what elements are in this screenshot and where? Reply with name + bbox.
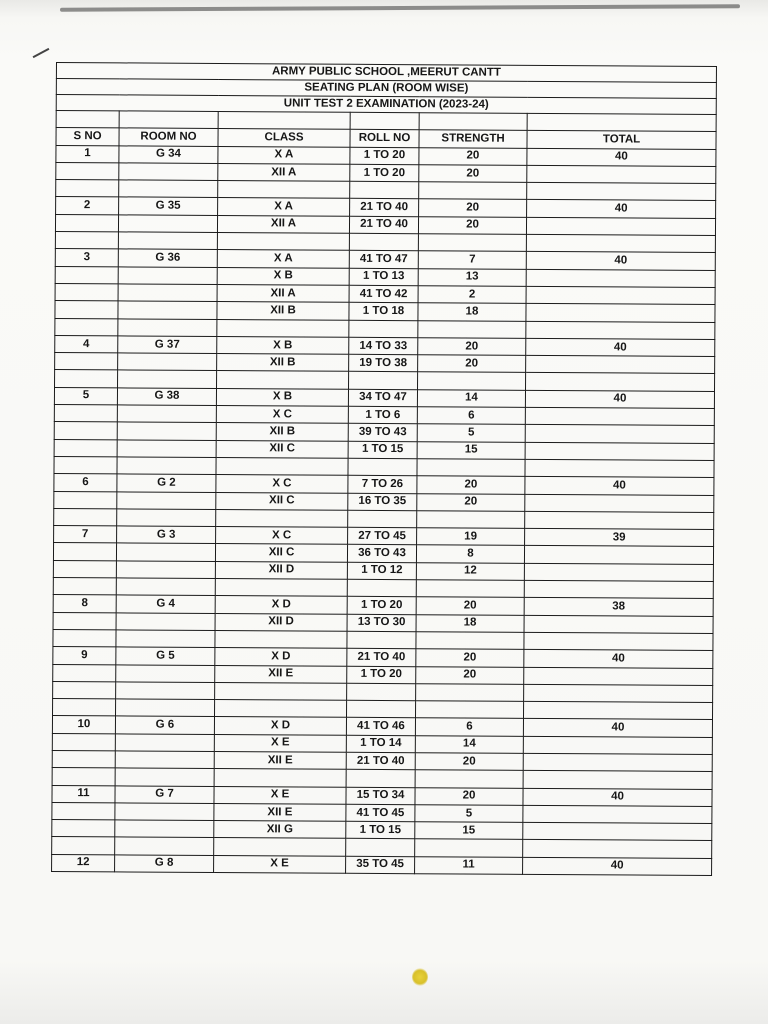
cell-total: 39	[525, 528, 714, 546]
cell-strength: 11	[415, 856, 523, 874]
cell-total: 40	[527, 148, 716, 166]
cell-roll: 21 TO 40	[347, 648, 416, 666]
cell-roll: 14 TO 33	[349, 337, 418, 355]
cell-empty	[416, 632, 524, 650]
cell-class: XII B	[217, 354, 349, 372]
cell-class: XII E	[214, 751, 346, 769]
cell-empty	[56, 180, 119, 198]
cell-total: 40	[523, 857, 712, 875]
cell-strength: 20	[418, 338, 526, 356]
cell-empty	[55, 232, 118, 250]
cell-roll: 19 TO 38	[349, 354, 418, 372]
cell-empty	[350, 181, 419, 199]
cell-empty	[118, 232, 217, 250]
cell-strength: 15	[415, 822, 523, 840]
cell-strength: 20	[416, 597, 524, 615]
cell-strength: 20	[418, 355, 526, 373]
cell-room: G 7	[115, 785, 214, 803]
cell-empty	[525, 442, 714, 460]
cell-empty	[54, 422, 117, 440]
cell-class: X D	[214, 717, 346, 735]
cell-empty	[115, 803, 214, 821]
cell-empty	[214, 838, 346, 856]
cell-empty	[348, 458, 417, 476]
cell-class: X D	[215, 648, 347, 666]
cell-roll: 35 TO 45	[346, 856, 415, 874]
cell-empty	[524, 580, 713, 598]
cell-empty	[524, 546, 713, 564]
cell-room: G 36	[118, 249, 217, 267]
cell-total: 40	[524, 650, 713, 668]
cell-empty	[526, 286, 715, 304]
header-roll: ROLL NO	[350, 130, 419, 148]
cell-sno: 11	[52, 785, 115, 803]
cell-strength: 8	[416, 545, 524, 563]
cell-empty	[527, 183, 716, 201]
cell-empty	[115, 820, 214, 838]
cell-roll: 41 TO 42	[349, 285, 418, 303]
cell-empty	[347, 631, 416, 649]
cell-empty	[347, 579, 416, 597]
header-strength: STRENGTH	[419, 130, 527, 148]
cell-empty	[55, 353, 118, 371]
cell-empty	[218, 181, 350, 199]
cell-empty	[116, 612, 215, 630]
cell-strength: 20	[418, 216, 526, 234]
cell-class: XII C	[215, 544, 347, 562]
cell-empty	[118, 215, 217, 233]
cell-class: X C	[216, 406, 348, 424]
cell-strength: 6	[415, 718, 523, 736]
cell-empty	[117, 422, 216, 440]
cell-class: X B	[216, 388, 348, 406]
cell-empty	[116, 630, 215, 648]
cell-strength: 12	[416, 562, 524, 580]
cell-roll: 41 TO 45	[346, 804, 415, 822]
cell-empty	[348, 510, 417, 528]
cell-empty	[415, 701, 523, 719]
cell-empty	[347, 700, 416, 718]
cell-empty	[415, 839, 523, 857]
cell-strength: 5	[415, 805, 523, 823]
cell-empty	[215, 682, 347, 700]
cell-empty	[117, 440, 216, 458]
cell-class: XII C	[216, 492, 348, 510]
cell-class: XII A	[217, 215, 349, 233]
cell-roll: 1 TO 20	[350, 147, 419, 165]
cell-strength: 20	[416, 649, 524, 667]
cell-sno: 6	[54, 474, 117, 492]
cell-strength: 18	[416, 614, 524, 632]
cell-empty	[525, 459, 714, 477]
cell-empty	[215, 700, 347, 718]
cell-empty	[418, 320, 526, 338]
cell-empty	[55, 318, 118, 336]
cell-empty	[52, 837, 115, 855]
cell-empty	[54, 508, 117, 526]
cell-roll: 13 TO 30	[347, 614, 416, 632]
cell-class: X B	[217, 336, 349, 354]
cell-empty	[52, 733, 115, 751]
cell-room: G 2	[117, 474, 216, 492]
cell-empty	[119, 163, 218, 181]
cell-empty	[524, 684, 713, 702]
cell-class: X C	[216, 527, 348, 545]
cell-total: 40	[527, 200, 716, 218]
cell-empty	[53, 543, 116, 561]
cell-class: X D	[215, 596, 347, 614]
cell-empty	[54, 405, 117, 423]
cell-empty	[217, 371, 349, 389]
cell-class: X C	[216, 475, 348, 493]
cell-empty	[118, 353, 217, 371]
cell-class: XII B	[216, 423, 348, 441]
cell-empty	[55, 266, 118, 284]
cell-empty	[523, 736, 712, 754]
cell-class: XII E	[215, 665, 347, 683]
cell-empty	[346, 770, 415, 788]
cell-empty	[417, 511, 525, 529]
cell-strength: 20	[417, 476, 525, 494]
cell-empty	[526, 321, 715, 339]
cell-class: X E	[214, 786, 346, 804]
cell-sno: 5	[54, 387, 117, 405]
cell-roll: 1 TO 20	[347, 666, 416, 684]
cell-empty	[526, 269, 715, 287]
cell-empty	[53, 664, 116, 682]
cell-strength: 20	[419, 165, 527, 183]
cell-class: XII B	[217, 302, 349, 320]
cell-total: 40	[526, 338, 715, 356]
cell-empty	[217, 233, 349, 251]
cell-empty	[418, 372, 526, 390]
cell-sno: 2	[56, 197, 119, 215]
cell-strength: 20	[417, 493, 525, 511]
cell-empty	[53, 699, 116, 717]
cell-roll: 21 TO 40	[349, 216, 418, 234]
cell-room: G 4	[116, 595, 215, 613]
cell-empty	[526, 373, 715, 391]
cell-empty	[523, 753, 712, 771]
cell-empty	[526, 356, 715, 374]
cell-class: X A	[218, 198, 350, 216]
cell-strength: 5	[417, 424, 525, 442]
cell-empty	[416, 580, 524, 598]
cell-empty	[116, 682, 215, 700]
cell-empty	[216, 509, 348, 527]
table-row	[52, 854, 712, 875]
cell-roll: 15 TO 34	[346, 787, 415, 805]
cell-strength: 15	[417, 441, 525, 459]
cell-empty	[526, 217, 715, 235]
cell-roll: 1 TO 6	[348, 406, 417, 424]
cell-class: XII A	[218, 163, 350, 181]
cell-empty	[524, 667, 713, 685]
cell-empty	[54, 439, 117, 457]
cell-empty	[115, 751, 214, 769]
cell-empty	[525, 494, 714, 512]
cell-class: X E	[214, 734, 346, 752]
cell-room: G 34	[119, 145, 218, 163]
cell-empty	[526, 234, 715, 252]
cell-roll: 1 TO 20	[347, 597, 416, 615]
cell-strength: 20	[415, 787, 523, 805]
cell-empty	[417, 459, 525, 477]
cell-roll: 27 TO 45	[348, 527, 417, 545]
cell-empty	[415, 770, 523, 788]
cell-empty	[349, 233, 418, 251]
cell-empty	[524, 563, 713, 581]
cell-empty	[55, 283, 118, 301]
cell-class: XII A	[217, 284, 349, 302]
cell-class: X A	[218, 146, 350, 164]
cell-empty	[217, 319, 349, 337]
cell-empty	[118, 284, 217, 302]
cell-class: X B	[217, 267, 349, 285]
cell-roll: 16 TO 35	[348, 493, 417, 511]
cell-sno: 7	[54, 526, 117, 544]
cell-roll: 7 TO 26	[348, 476, 417, 494]
cell-strength: 14	[417, 389, 525, 407]
cell-empty	[525, 407, 714, 425]
cell-empty	[55, 370, 118, 388]
cell-roll: 21 TO 40	[350, 199, 419, 217]
cell-empty	[115, 768, 214, 786]
cell-class: XII E	[214, 803, 346, 821]
cell-room: G 35	[119, 197, 218, 215]
cell-empty	[54, 456, 117, 474]
cell-room: G 37	[118, 336, 217, 354]
cell-empty	[117, 457, 216, 475]
cell-total: 40	[523, 788, 712, 806]
cell-empty	[347, 683, 416, 701]
cell-total: 40	[525, 390, 714, 408]
cell-empty	[418, 234, 526, 252]
cell-roll: 1 TO 13	[349, 268, 418, 286]
cell-strength: 20	[415, 753, 523, 771]
cell-empty	[53, 681, 116, 699]
cell-strength: 7	[418, 251, 526, 269]
cell-empty	[525, 425, 714, 443]
cell-strength: 20	[419, 199, 527, 217]
cell-empty	[119, 180, 218, 198]
cell-class: XII G	[214, 821, 346, 839]
cell-room: G 38	[117, 388, 216, 406]
cell-roll: 36 TO 43	[347, 545, 416, 563]
cell-empty	[53, 560, 116, 578]
cell-empty	[523, 701, 712, 719]
cell-sno: 8	[53, 595, 116, 613]
cell-empty	[523, 840, 712, 858]
cell-class: XII D	[215, 561, 347, 579]
cell-empty	[523, 805, 712, 823]
cell-empty	[53, 612, 116, 630]
cell-empty	[52, 802, 115, 820]
cell-empty	[346, 839, 415, 857]
cell-empty	[523, 823, 712, 841]
cell-empty	[116, 578, 215, 596]
cell-empty	[55, 301, 118, 319]
cell-empty	[116, 543, 215, 561]
cell-empty	[56, 162, 119, 180]
cell-sno: 3	[55, 249, 118, 267]
cell-empty	[214, 769, 346, 787]
cell-roll: 1 TO 14	[346, 735, 415, 753]
cell-empty	[116, 699, 215, 717]
cell-strength: 13	[418, 268, 526, 286]
cell-roll: 1 TO 18	[349, 303, 418, 321]
cell-class: XII C	[216, 440, 348, 458]
cell-empty	[525, 511, 714, 529]
exam-title: UNIT TEST 2 EXAMINATION (2023-24)	[56, 95, 716, 115]
cell-room: G 3	[117, 526, 216, 544]
cell-class: X E	[214, 855, 346, 873]
cell-empty	[116, 561, 215, 579]
cell-room: G 8	[115, 855, 214, 873]
cell-roll: 1 TO 12	[347, 562, 416, 580]
cell-empty	[523, 771, 712, 789]
header-sno: S NO	[56, 128, 119, 146]
cell-total: 40	[523, 719, 712, 737]
cell-strength: 6	[417, 407, 525, 425]
cell-empty	[54, 491, 117, 509]
cell-sno: 4	[55, 335, 118, 353]
cell-empty	[115, 734, 214, 752]
cell-empty	[52, 820, 115, 838]
cell-roll: 41 TO 46	[346, 718, 415, 736]
cell-sno: 9	[53, 647, 116, 665]
cell-roll: 1 TO 15	[346, 821, 415, 839]
seating-plan-table	[51, 62, 717, 876]
yellow-stain-mark	[412, 968, 428, 986]
cell-empty	[527, 165, 716, 183]
cell-total: 40	[525, 477, 714, 495]
cell-room: G 5	[116, 647, 215, 665]
cell-empty	[116, 664, 215, 682]
cell-empty	[416, 684, 524, 702]
cell-empty	[117, 405, 216, 423]
cell-empty	[524, 632, 713, 650]
plan-title: SEATING PLAN (ROOM WISE)	[56, 79, 716, 99]
cell-class: XII D	[215, 613, 347, 631]
cell-strength: 2	[418, 286, 526, 304]
header-total: TOTAL	[527, 131, 716, 149]
cell-roll: 41 TO 47	[349, 251, 418, 269]
cell-empty	[52, 750, 115, 768]
cell-empty	[118, 301, 217, 319]
cell-empty	[349, 320, 418, 338]
cell-sno: 1	[56, 145, 119, 163]
cell-class: X A	[217, 250, 349, 268]
school-name: ARMY PUBLIC SCHOOL ,MEERUT CANTT	[56, 63, 716, 83]
cell-empty	[526, 304, 715, 322]
cell-roll: 1 TO 20	[350, 164, 419, 182]
cell-empty	[118, 267, 217, 285]
cell-empty	[419, 182, 527, 200]
cell-roll: 1 TO 15	[348, 441, 417, 459]
cell-strength: 18	[418, 303, 526, 321]
cell-roll: 21 TO 40	[346, 752, 415, 770]
header-class: CLASS	[218, 129, 350, 147]
cell-empty	[53, 629, 116, 647]
cell-empty	[53, 578, 116, 596]
cell-roll: 34 TO 47	[348, 389, 417, 407]
cell-empty	[524, 615, 713, 633]
cell-strength: 19	[417, 528, 525, 546]
cell-sno: 10	[52, 716, 115, 734]
cell-sno: 12	[52, 854, 115, 872]
cell-empty	[349, 372, 418, 390]
cell-empty	[115, 837, 214, 855]
cell-empty	[118, 318, 217, 336]
cell-empty	[118, 370, 217, 388]
seating-plan-document	[51, 62, 716, 876]
cell-empty	[215, 630, 347, 648]
cell-empty	[216, 457, 348, 475]
cell-room: G 6	[115, 716, 214, 734]
header-room: ROOM NO	[119, 128, 218, 146]
cell-total: 38	[524, 598, 713, 616]
cell-strength: 20	[419, 147, 527, 165]
cell-empty	[117, 509, 216, 527]
cell-strength: 14	[415, 735, 523, 753]
cell-empty	[117, 491, 216, 509]
cell-empty	[52, 768, 115, 786]
cell-empty	[215, 578, 347, 596]
cell-total: 40	[526, 252, 715, 270]
cell-roll: 39 TO 43	[348, 424, 417, 442]
cell-empty	[55, 214, 118, 232]
cell-strength: 20	[416, 666, 524, 684]
